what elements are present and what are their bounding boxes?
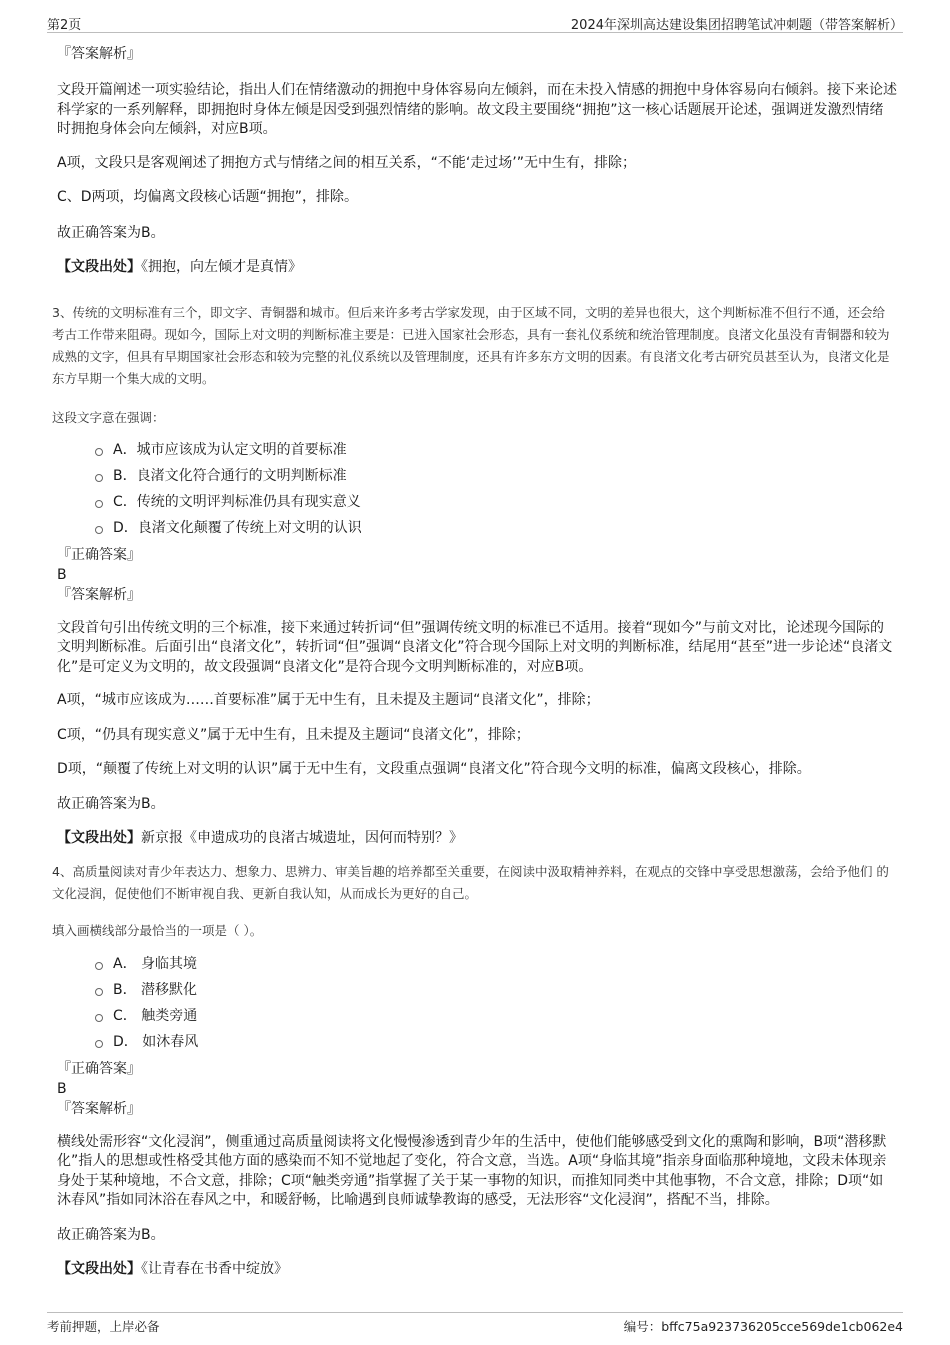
radio-icon[interactable] — [95, 448, 103, 456]
q3-options — [95, 437, 897, 541]
page-header — [47, 12, 903, 33]
radio-icon[interactable] — [95, 962, 103, 970]
q3-option-c-note: C项，“仍具有现实意义”属于无中生有，且未提及主题词“良渚文化”，排除； — [57, 726, 530, 743]
radio-icon[interactable] — [95, 474, 103, 482]
source-label: 【文段出处】 — [57, 1261, 141, 1277]
q3-option-a[interactable]: A．城市应该成为认定文明的首要标准 — [95, 437, 897, 463]
q4-stem: 4、高质量阅读对青少年表达力、想象力、思辨力、审美旨趣的培养都至关重要，在阅读中汲取精神养料，在观点的交锋中享受思想激荡，会给予他们 的文化浸润，促使他们不断审视自我、更新自我认知，从而成长为更好的自己。 — [52, 863, 889, 901]
radio-icon[interactable] — [95, 526, 103, 534]
q4-correct-label: 『正确答案』 — [57, 1060, 141, 1077]
q4-answer: B — [57, 1080, 67, 1097]
q4-options — [95, 951, 897, 1055]
q3-option-d[interactable]: D．良渚文化颠覆了传统上对文明的认识 — [95, 515, 897, 541]
q4-option-c[interactable]: C． 触类旁通 — [95, 1003, 897, 1029]
q2-analysis-label: 『答案解析』 — [57, 46, 141, 62]
source-label: 【文段出处】 — [57, 259, 141, 275]
q3-source — [57, 829, 897, 849]
q4-option-b[interactable]: B． 潜移默化 — [95, 977, 897, 1003]
source-title: 《拥抱，向左倾才是真情》 — [141, 259, 302, 275]
q4-option-d[interactable]: D． 如沐春风 — [95, 1029, 897, 1055]
source-label: 【文段出处】 — [57, 830, 141, 846]
radio-icon[interactable] — [95, 988, 103, 996]
q3-answer: B — [57, 566, 67, 583]
q4-analysis-label: 『答案解析』 — [57, 1100, 141, 1117]
q4-prompt: 填入画横线部分最恰当的一项是（ ）。 — [52, 922, 263, 938]
document-id: 编号：bffc75a923736205cce569de1cb062e4 — [623, 1319, 903, 1334]
page-footer — [47, 1312, 903, 1335]
source-title: 《让青春在书香中绽放》 — [141, 1261, 288, 1277]
q4-analysis-paragraph: 横线处需形容“文化浸润”，侧重通过高质量阅读将文化慢慢渗透到青少年的生活中，使他们能够感受到文化的熏陶和影响，B项“潜移默化”指人的思想或性格受其他方面的感染而不知不觉地起了变化，符合文意，当选。A项“身临其境”指亲身面临那种境地，文段未体现亲身处于某种境地，不合文意，排除；C项“触类旁通”指掌握了关于某一事物的知识，而推知同类中其他事物，不合文意，排除；D项“如沐春风”指如同沐浴在春风之中，和暖舒畅，比喻遇到良师诚挚教诲的感受，无法形容“文化浸润”，搭配不当，排除。 — [57, 1133, 887, 1208]
q4-source — [57, 1260, 897, 1280]
q3-conclusion: 故正确答案为B。 — [57, 795, 165, 812]
q3-correct-label: 『正确答案』 — [57, 546, 141, 563]
q3-analysis-label: 『答案解析』 — [57, 586, 141, 603]
q3-prompt: 这段文字意在强调： — [52, 409, 165, 425]
q2-conclusion: 故正确答案为B。 — [57, 224, 165, 241]
radio-icon[interactable] — [95, 500, 103, 508]
q2-option-cd-note: C、D两项，均偏离文段核心话题“拥抱”，排除。 — [57, 189, 359, 205]
q4-conclusion: 故正确答案为B。 — [57, 1226, 165, 1243]
source-title: 新京报《申遗成功的良渚古城遗址，因何而特别？》 — [141, 830, 463, 846]
page-number: 第2页 — [47, 18, 82, 33]
document-title: 2024年深圳高达建设集团招聘笔试冲刺题（带答案解析） — [570, 18, 903, 33]
footer-slogan: 考前押题，上岸必备 — [47, 1319, 160, 1334]
document-body — [52, 44, 897, 1280]
q2-source — [57, 258, 897, 278]
q3-option-b[interactable]: B．良渚文化符合通行的文明判断标准 — [95, 463, 897, 489]
radio-icon[interactable] — [95, 1040, 103, 1048]
q2-analysis-paragraph: 文段开篇阐述一项实验结论，指出人们在情绪激动的拥抱中身体容易向左倾斜，而在未投入情感的拥抱中身体容易向右倾斜。接下来论述科学家的一系列解释，即拥抱时身体左倾是因受到强烈情绪的影响。故文段主要围绕“拥抱”这一核心话题展开论述，强调迸发激烈情绪时拥抱身体会向左倾斜，对应B项。 — [57, 82, 897, 137]
q4-option-a[interactable]: A． 身临其境 — [95, 951, 897, 977]
q3-analysis-paragraph: 文段首句引出传统文明的三个标准，接下来通过转折词“但”强调传统文明的标准已不适用。接着“现如今”与前文对比，论述现今国际的文明判断标准。后面引出“良渚文化”，转折词“但”强调“良渚文化”符合现今国际上对文明的判断标准，结尾用“甚至”进一步论述“良渚文化”是可定义为文明的，故文段强调“良渚文化”是符合现今文明判断标准的，对应B项。 — [57, 619, 893, 675]
q3-option-d-note: D项，“颠覆了传统上对文明的认识”属于无中生有，文段重点强调“良渚文化”符合现今文明的标准，偏离文段核心，排除。 — [57, 761, 811, 777]
q2-option-a-note: A项，文段只是客观阐述了拥抱方式与情绪之间的相互关系，“不能‘走过场’”无中生有，排除； — [57, 154, 636, 171]
q3-stem: 3、传统的文明标准有三个，即文字、青铜器和城市。但后来许多考古学家发现，由于区域不同，文明的差异也很大，这个判断标准不但行不通，还会给考古工作带来阻碍。现如今，国际上对文明的判断标准主要是：已进入国家社会形态，具有一套礼仪系统和统治管理制度。良渚文化虽没有青铜器和较为成熟的文字，但具有早期国家社会形态和较为完整的礼仪系统以及管理制度，还具有许多东方文明的因素。有良渚文化考古研究员甚至认为，良渚文化是东方早期一个集大成的文明。 — [52, 304, 890, 386]
q3-option-c[interactable]: C．传统的文明评判标准仍具有现实意义 — [95, 489, 897, 515]
radio-icon[interactable] — [95, 1014, 103, 1022]
q3-option-a-note: A项，“城市应该成为……首要标准”属于无中生有，且未提及主题词“良渚文化”，排除； — [57, 692, 600, 708]
